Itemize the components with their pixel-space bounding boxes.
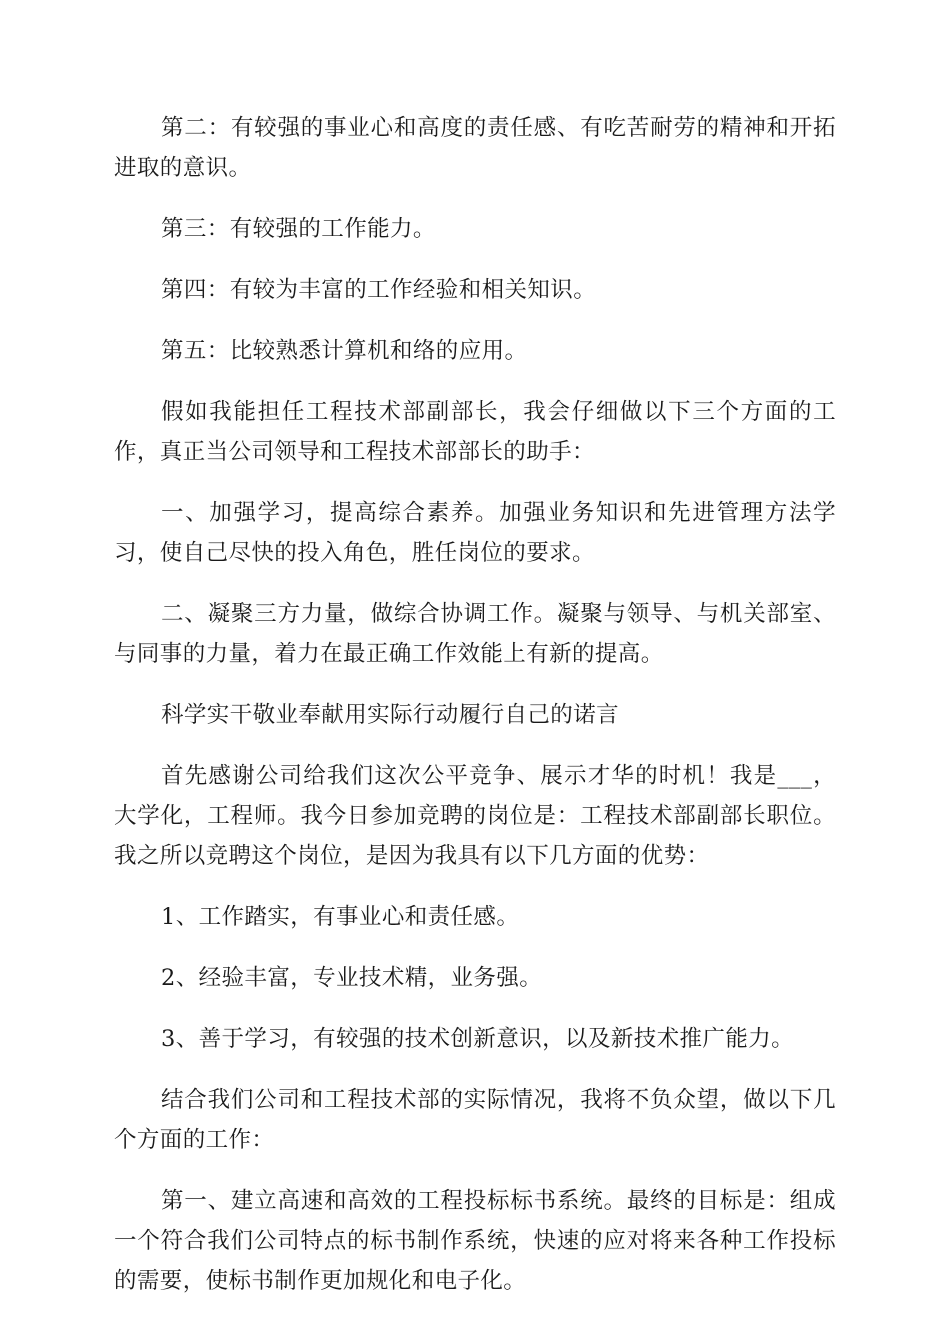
paragraph-advantage-1: 1、工作踏实，有事业心和责任感。 [161, 904, 520, 930]
document-body [114, 108, 836, 1322]
paragraph-plan-item-2: 二、凝聚三方力量，做综合协调工作。凝聚与领导、与机关部室、与同事的力量，着力在最正确工作效能上有新的提高。 [114, 601, 836, 667]
paragraph-work-plan-intro: 假如我能担任工程技术部副部长，我会仔细做以下三个方面的工作，真正当公司领导和工程技术部部长的助手： [114, 399, 836, 465]
paragraph-advantage-2: 2、经验丰富，专业技术精，业务强。 [161, 965, 543, 991]
paragraph-work-item-1: 第一、建立高速和高效的工程投标标书系统。最终的目标是：组成一个符合我们公司特点的标书制作系统，快速的应对将来各种工作投标的需要，使标书制作更加规化和电子化。 [114, 1188, 836, 1294]
section-heading: 科学实干敬业奉献用实际行动履行自己的诺言 [161, 702, 620, 728]
paragraph-qualification-2: 第二：有较强的事业心和高度的责任感、有吃苦耐劳的精神和开拓进取的意识。 [114, 115, 836, 181]
paragraph-introduction: 首先感谢公司给我们这次公平竞争、展示才华的时机！我是___，大学化，工程师。我今日参加竞聘的岗位是：工程技术部副部长职位。我之所以竞聘这个岗位，是因为我具有以下几方面的优势： [114, 763, 836, 869]
paragraph-qualification-5: 第五：比较熟悉计算机和络的应用。 [161, 338, 528, 364]
paragraph-advantage-3: 3、善于学习，有较强的技术创新意识，以及新技术推广能力。 [161, 1026, 795, 1052]
paragraph-work-intro: 结合我们公司和工程技术部的实际情况，我将不负众望，做以下几个方面的工作： [114, 1087, 836, 1153]
paragraph-qualification-3: 第三：有较强的工作能力。 [161, 216, 436, 242]
paragraph-plan-item-1: 一、加强学习，提高综合素养。加强业务知识和先进管理方法学习，使自己尽快的投入角色，胜任岗位的要求。 [114, 500, 836, 566]
paragraph-qualification-4: 第四：有较为丰富的工作经验和相关知识。 [161, 277, 597, 303]
